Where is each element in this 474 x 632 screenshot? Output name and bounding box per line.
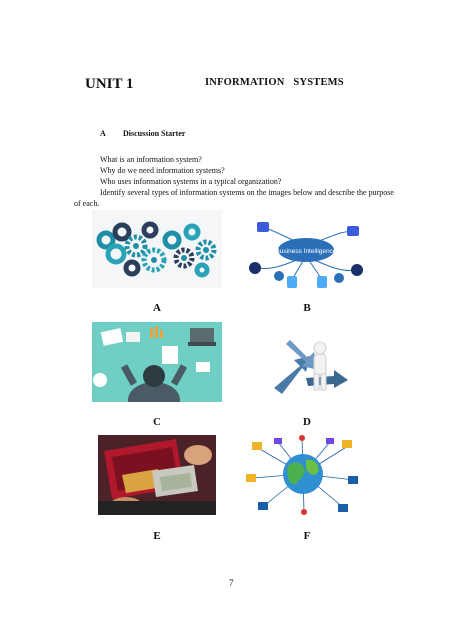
- laptop-payment-illustration: [98, 435, 216, 515]
- unit-title: UNIT 1: [85, 76, 134, 92]
- question-1: What is an information system?: [100, 155, 202, 164]
- image-label-f: F: [303, 530, 311, 542]
- section-title: Discussion Starter: [123, 129, 186, 138]
- business-intelligence-text: Business Intelligence: [275, 248, 337, 255]
- image-label-a: A: [153, 302, 161, 314]
- image-label-c: C: [153, 416, 161, 428]
- crossroads-arrows-illustration: [260, 326, 352, 402]
- question-2: Why do we need information systems?: [100, 166, 225, 175]
- page-number: 7: [229, 578, 234, 588]
- question-3: Who uses information systems in a typical organization?: [100, 177, 282, 186]
- global-network-illustration: [244, 434, 362, 516]
- gears-network-illustration: [92, 210, 222, 288]
- image-label-b: B: [303, 302, 311, 314]
- image-label-d: D: [303, 416, 311, 428]
- section-letter: A: [100, 129, 106, 138]
- business-intelligence-illustration: [243, 216, 369, 290]
- page-heading: INFORMATION SYSTEMS: [205, 77, 344, 88]
- image-label-e: E: [153, 530, 161, 542]
- desk-workspace-illustration: [92, 322, 222, 402]
- question-4-continued: of each.: [74, 199, 100, 208]
- question-4: Identify several types of information systems on the images below and describe the purpose: [100, 188, 394, 197]
